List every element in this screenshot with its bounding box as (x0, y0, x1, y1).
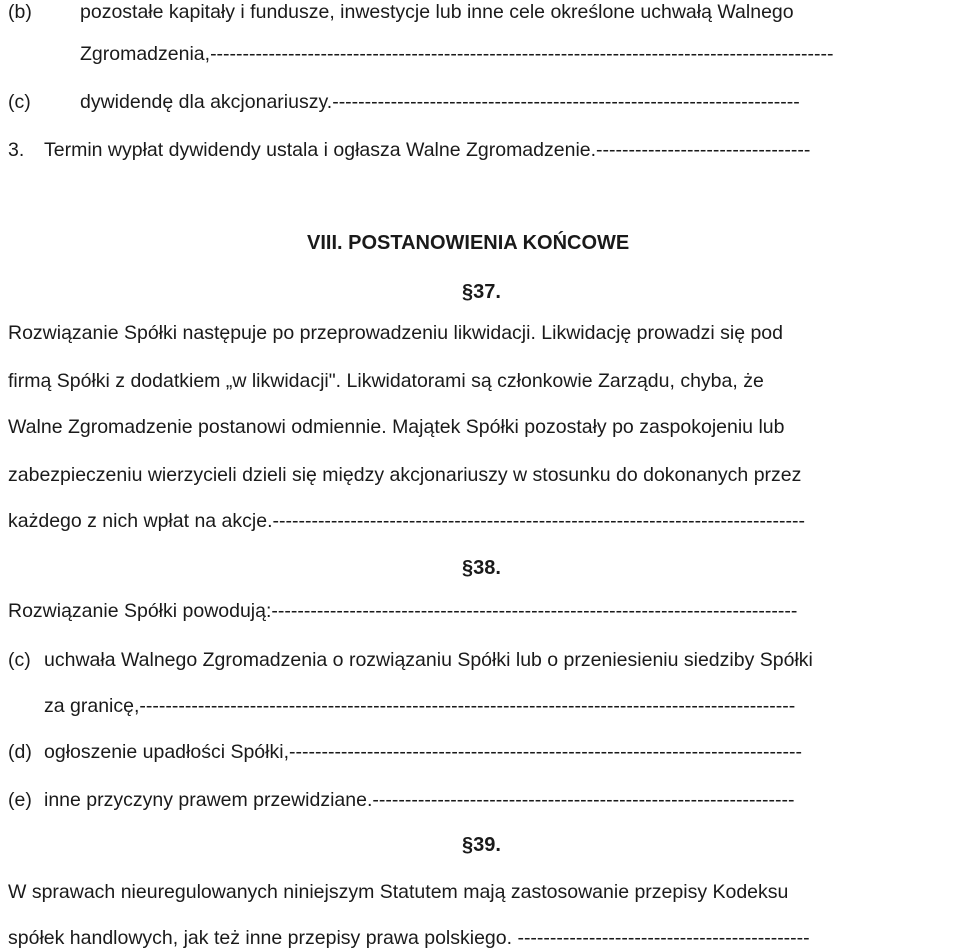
item-3-marker: 3. (8, 139, 25, 161)
list-item-b-line1: pozostałe kapitały i fundusze, inwestycje lub inne cele określone uchwałą Walnego (80, 1, 794, 23)
paragraph-39-title: §39. (462, 834, 501, 856)
paragraph-37-line2: firmą Spółki z dodatkiem „w likwidacji". Likwidatorami są członkowie Zarządu, chyba, że (8, 370, 764, 392)
list-marker-e: (e) (8, 789, 32, 811)
list-marker-d: (d) (8, 741, 32, 763)
list-marker-c: (c) (8, 91, 31, 113)
section-heading: VIII. POSTANOWIENIA KOŃCOWE (307, 232, 630, 254)
paragraph-38-title: §38. (462, 557, 501, 579)
paragraph-37-line5: każdego z nich wpłat na akcje.---------------------------------------------------------------------------------- (8, 510, 805, 532)
list-marker-b: (b) (8, 1, 32, 23)
paragraph-39-line2: spółek handlowych, jak też inne przepisy prawa polskiego. --------------------------------------------- (8, 927, 810, 949)
list-item-b-line2: Zgromadzenia,------------------------------------------------------------------------------------------------ (80, 43, 834, 65)
paragraph-37-line3: Walne Zgromadzenie postanowi odmiennie. Majątek Spółki pozostały po zaspokojeniu lub (8, 416, 785, 438)
paragraph-39-line1: W sprawach nieuregulowanych niniejszym Statutem mają zastosowanie przepisy Kodeksu (8, 881, 789, 903)
item-3-text: Termin wypłat dywidendy ustala i ogłasza Walne Zgromadzenie.--------------------------------- (44, 139, 811, 161)
paragraph-37-line1: Rozwiązanie Spółki następuje po przeprowadzeniu likwidacji. Likwidację prowadzi się pod (8, 322, 784, 344)
paragraph-38-intro: Rozwiązanie Spółki powodują:--------------------------------------------------------------------------------- (8, 600, 798, 622)
list-item-c-dissolution-line1: uchwała Walnego Zgromadzenia o rozwiązaniu Spółki lub o przeniesieniu siedziby Spółki (44, 649, 813, 671)
paragraph-37-line4: zabezpieczeniu wierzycieli dzieli się między akcjonariuszy w stosunku do dokonanych przez (8, 464, 802, 486)
paragraph-37-title: §37. (462, 281, 501, 303)
list-marker-c-dissolution: (c) (8, 649, 31, 671)
list-item-c-dividend: dywidendę dla akcjonariuszy.------------------------------------------------------------------------ (80, 91, 800, 113)
list-item-e: inne przyczyny prawem przewidziane.----------------------------------------------------------------- (44, 789, 795, 811)
list-item-c-dissolution-line2: za granicę,----------------------------------------------------------------------------------------------------- (44, 695, 796, 717)
list-item-d: ogłoszenie upadłości Spółki,------------------------------------------------------------------------------- (44, 741, 802, 763)
